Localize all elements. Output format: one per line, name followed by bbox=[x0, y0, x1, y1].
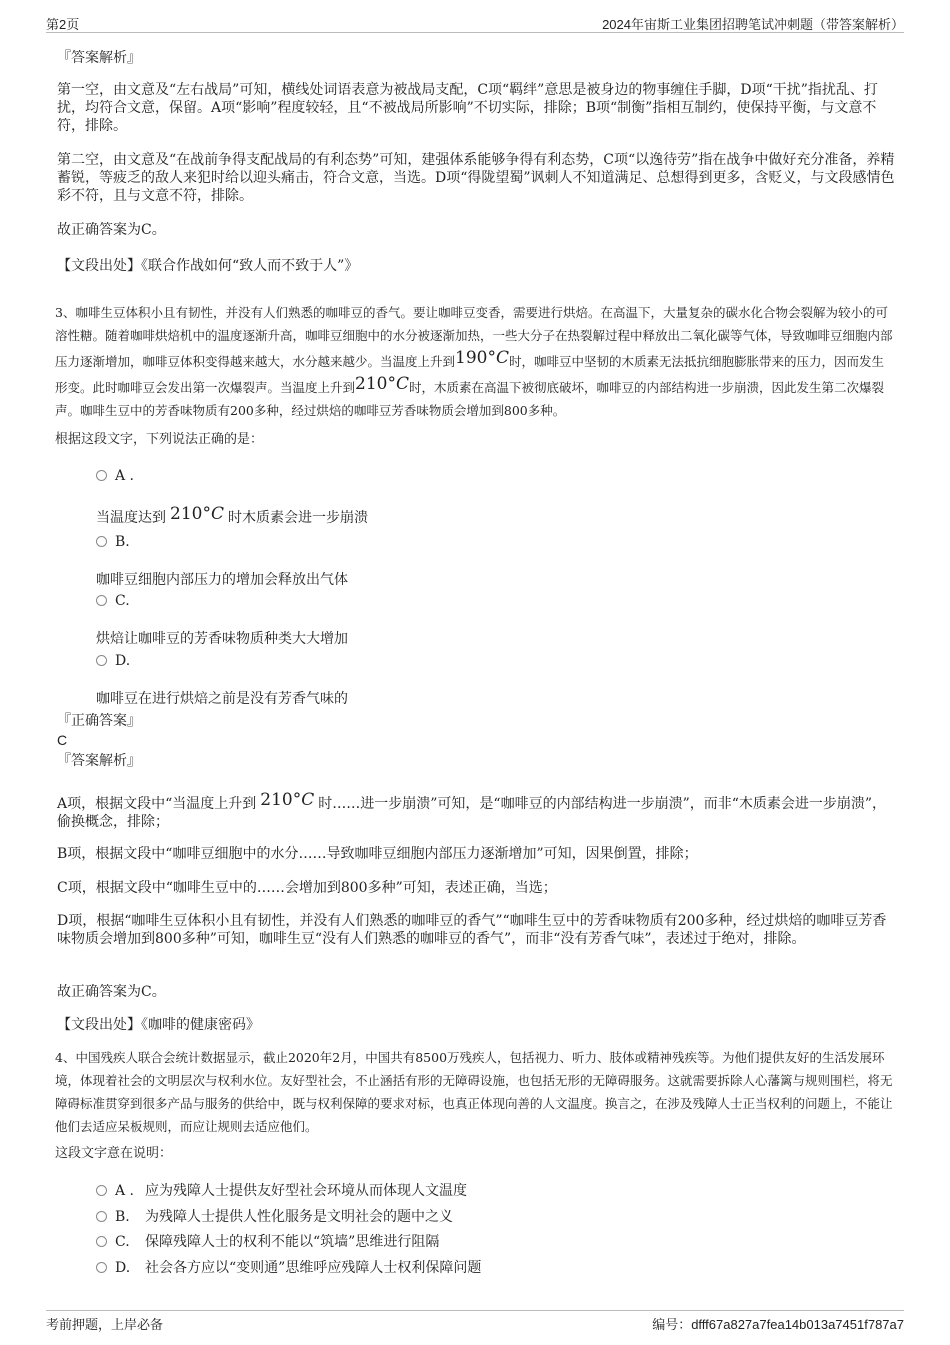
radio-icon[interactable] bbox=[96, 595, 107, 606]
q2-source: 【文段出处】《联合作战如何“致人而不致于人”》 bbox=[57, 258, 359, 274]
q2-conclusion: 故正确答案为C。 bbox=[57, 222, 166, 238]
radio-icon[interactable] bbox=[96, 1211, 107, 1222]
q3-option-a[interactable] bbox=[96, 468, 134, 484]
document-id: 编号：dfff67a827a7fea14b013a7451f787a7 bbox=[652, 1317, 904, 1332]
radio-icon[interactable] bbox=[96, 1262, 107, 1273]
option-letter: C. bbox=[115, 1234, 130, 1250]
option-letter: A . bbox=[115, 1183, 135, 1199]
document-title: 2024年宙斯工业集团招聘笔试冲刺题（带答案解析） bbox=[602, 17, 904, 32]
q3-analysis-d: D项，根据“咖啡生豆体积小且有韧性，并没有人们熟悉的咖啡豆的香气”“咖啡生豆中的芳香味物质有200多种，经过烘焙的咖啡豆芳香味物质会增加到800多种”可知，咖啡生豆“没有人们熟悉的咖啡豆的香气”，而非“没有芳香气味”，表述过于绝对，排除。 bbox=[57, 913, 887, 947]
option-letter: B. bbox=[115, 534, 130, 550]
option-text: 应为残障人士提供友好型社会环境从而体现人文温度 bbox=[145, 1183, 467, 1199]
q3-analysis-b: B项，根据文段中“咖啡豆细胞中的水分……导致咖啡豆细胞内部压力逐渐增加”可知，因果倒置，排除； bbox=[57, 846, 698, 862]
option-letter: B. bbox=[115, 1209, 130, 1225]
option-letter: D. bbox=[115, 653, 131, 669]
radio-icon[interactable] bbox=[96, 536, 107, 547]
q3-analysis-label: 『答案解析』 bbox=[57, 753, 141, 769]
option-letter: A . bbox=[115, 468, 135, 484]
q4-option-d[interactable] bbox=[96, 1257, 481, 1277]
option-text: 社会各方应以“变则通”思维呼应残障人士权利保障问题 bbox=[145, 1260, 482, 1276]
q3-analysis-a: A项，根据文段中“当温度上升到 210°C 时……进一步崩溃”可知，是“咖啡豆的内部结构进一步崩溃”，而非“木质素会进一步崩溃”，偷换概念，排除； bbox=[57, 790, 887, 830]
q3-question-text: 3、咖啡生豆体积小且有韧性，并没有人们熟悉的咖啡豆的香气。要让咖啡豆变香，需要进行烘焙。在高温下，大量复杂的碳水化合物会裂解为较小的可溶性糖。随着咖啡烘焙机中的温度逐渐升高，咖啡豆细胞中的水分被逐渐加热，一些大分子在热裂解过程中释放出二氧化碳等气体，导致咖啡豆细胞内部压力逐渐增加，咖啡豆体积变得越来越大，水分越来越少。当温度上升到190°C时，咖啡豆中坚韧的木质素无法抵抗细胞膨胀带来的压力，因而发生形变。此时咖啡豆会发出第一次爆裂声。当温度上升到210°C时，木质素在高温下被彻底破坏，咖啡豆的内部结构进一步崩溃，因此发生第二次爆裂声。咖啡生豆中的芳香味物质有200多种，经过烘焙的咖啡豆芳香味物质会增加到800多种。 bbox=[55, 305, 893, 418]
q3-conclusion: 故正确答案为C。 bbox=[57, 984, 166, 1000]
q4-option-c[interactable] bbox=[96, 1231, 439, 1251]
q3-analysis-c: C项，根据文段中“咖啡生豆中的……会增加到800多种”可知，表述正确，当选； bbox=[57, 880, 557, 896]
q4-question-text: 4、中国残疾人联合会统计数据显示，截止2020年2月，中国共有8500万残疾人，包括视力、听力、肢体或精神残疾等。为他们提供友好的生活发展环境，体现着社会的文明层次与权利水位。友好型社会，不止涵括有形的无障碍设施，也包括无形的无障碍服务。这就需要拆除人心藩篱与规则围栏，将无障碍标准贯穿到很多产品与服务的供给中，既与权利保障的要求对标，也真正体现向善的人文温度。换言之，在涉及残障人士正当权利的问题上，不能让他们去适应呆板规则，而应让规则去适应他们。 bbox=[55, 1050, 893, 1134]
q3-answer-label: 『正确答案』 bbox=[57, 713, 141, 729]
footer-divider bbox=[46, 1310, 904, 1311]
q3-option-b-text: 咖啡豆细胞内部压力的增加会释放出气体 bbox=[96, 572, 348, 588]
option-letter: C. bbox=[115, 593, 130, 609]
header-divider bbox=[46, 32, 904, 33]
q3-option-d[interactable] bbox=[96, 653, 130, 669]
radio-icon[interactable] bbox=[96, 470, 107, 481]
q3-prompt: 根据这段文字，下列说法正确的是： bbox=[55, 432, 264, 447]
page-header bbox=[0, 0, 950, 34]
radio-icon[interactable] bbox=[96, 1236, 107, 1247]
footer-slogan: 考前押题，上岸必备 bbox=[46, 1318, 164, 1333]
q4-option-b[interactable] bbox=[96, 1206, 453, 1226]
temperature-190: 190°C bbox=[455, 348, 509, 368]
q3-option-c[interactable] bbox=[96, 593, 130, 609]
q3-option-d-text: 咖啡豆在进行烘焙之前是没有芳香气味的 bbox=[96, 691, 348, 707]
option-letter: D. bbox=[115, 1260, 131, 1276]
option-text: 为残障人士提供人性化服务是文明社会的题中之义 bbox=[145, 1209, 453, 1225]
q3-option-a-text: 当温度达到 210°C 时木质素会进一步崩溃 bbox=[96, 504, 368, 526]
radio-icon[interactable] bbox=[96, 655, 107, 666]
q2-analysis-label: 『答案解析』 bbox=[57, 50, 141, 66]
q3-source: 【文段出处】《咖啡的健康密码》 bbox=[57, 1017, 260, 1033]
q2-analysis-p1: 第一空，由文意及“左右战局”可知，横线处词语表意为被战局支配，C项“羁绊”意思是被身边的物事缠住手脚，D项“干扰”指扰乱、打扰，均符合文意，保留。A项“影响”程度较轻，且“不被战局所影响”不切实际，排除；B项“制衡”指相互制约，使保持平衡，与文意不符，排除。 bbox=[57, 82, 878, 134]
radio-icon[interactable] bbox=[96, 1185, 107, 1196]
q4-prompt: 这段文字意在说明： bbox=[55, 1146, 173, 1161]
temperature-210: 210°C bbox=[355, 374, 409, 394]
q3-option-c-text: 烘焙让咖啡豆的芳香味物质种类大大增加 bbox=[96, 631, 348, 647]
option-text: 保障残障人士的权利不能以“筑墙”思维进行阻隔 bbox=[145, 1234, 440, 1250]
q3-option-b[interactable] bbox=[96, 534, 130, 550]
q3-answer: C bbox=[57, 732, 68, 748]
page-number: 第2页 bbox=[46, 17, 80, 32]
q4-option-a[interactable] bbox=[96, 1180, 467, 1200]
q2-analysis-p2: 第二空，由文意及“在战前争得支配战局的有利态势”可知，建强体系能够争得有利态势，C项“以逸待劳”指在战争中做好充分准备，养精蓄锐，等疲乏的敌人来犯时给以迎头痛击，符合文意，当选。D项“得陇望蜀”讽刺人不知道满足、总想得到更多，含贬义，与文段感情色彩不符，且与文意不符，排除。 bbox=[57, 152, 895, 204]
